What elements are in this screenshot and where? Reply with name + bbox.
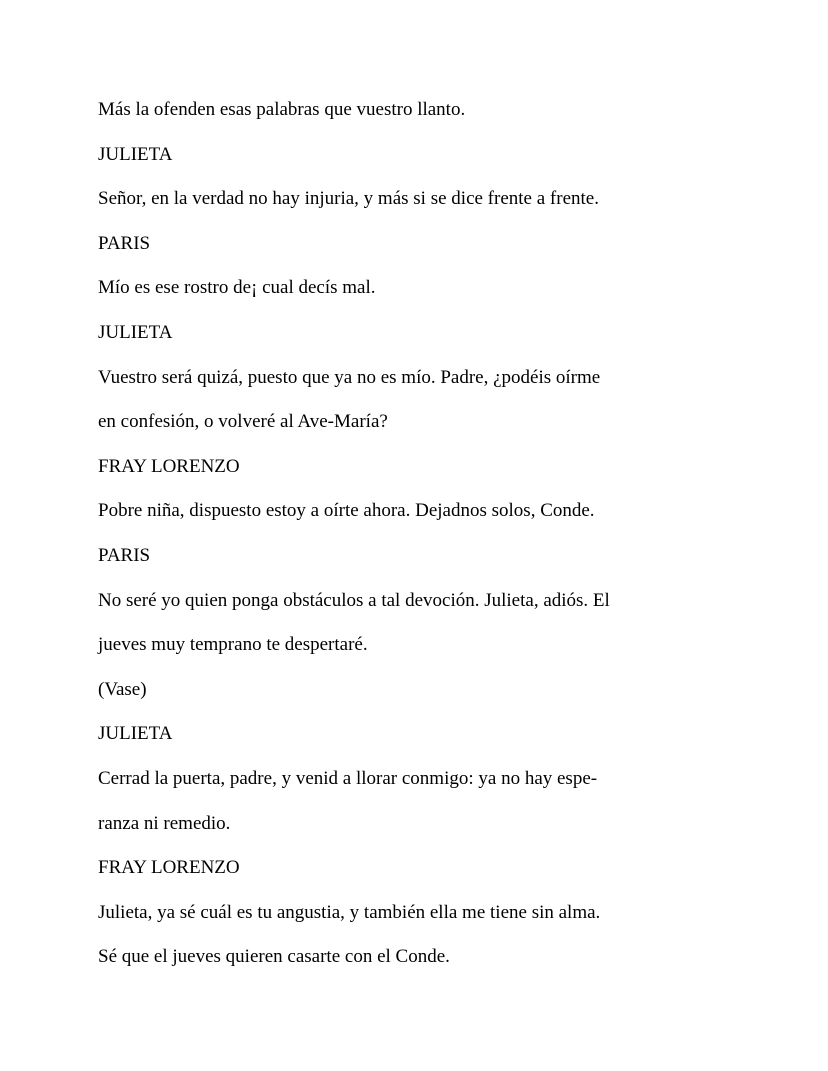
dialogue-line: jueves muy temprano te despertaré. (98, 634, 368, 656)
speaker-name: JULIETA (98, 143, 173, 165)
dialogue-line: Julieta, ya sé cuál es tu angustia, y también ella me tiene sin alma. (98, 901, 601, 923)
dialogue-line: Vuestro será quizá, puesto que ya no es mío. Padre, ¿podéis oírme (98, 366, 601, 388)
dialogue-line: Mío es ese rostro de¡ cual decís mal. (98, 277, 376, 299)
speaker-name: PARIS (98, 544, 151, 566)
dialogue-line: ranza ni remedio. (98, 812, 231, 834)
document-body (98, 96, 738, 988)
speaker-name: JULIETA (98, 723, 173, 745)
dialogue-line: No seré yo quien ponga obstáculos a tal devoción. Julieta, adiós. El (98, 589, 610, 611)
dialogue-line: Señor, en la verdad no hay injuria, y más si se dice frente a frente. (98, 188, 599, 210)
stage-direction: (Vase) (98, 678, 147, 700)
speaker-name: FRAY LORENZO (98, 857, 240, 879)
dialogue-line: Cerrad la puerta, padre, y venid a llorar conmigo: ya no hay espe- (98, 767, 598, 789)
dialogue-line: Más la ofenden esas palabras que vuestro llanto. (98, 99, 466, 120)
dialogue-line: en confesión, o volveré al Ave-María? (98, 411, 388, 433)
dialogue-line: Sé que el jueves quieren casarte con el Conde. (98, 946, 450, 968)
speaker-name: JULIETA (98, 321, 173, 343)
speaker-name: PARIS (98, 232, 151, 254)
speaker-name: FRAY LORENZO (98, 455, 240, 477)
dialogue-line: Pobre niña, dispuesto estoy a oírte ahora. Dejadnos solos, Conde. (98, 500, 595, 522)
